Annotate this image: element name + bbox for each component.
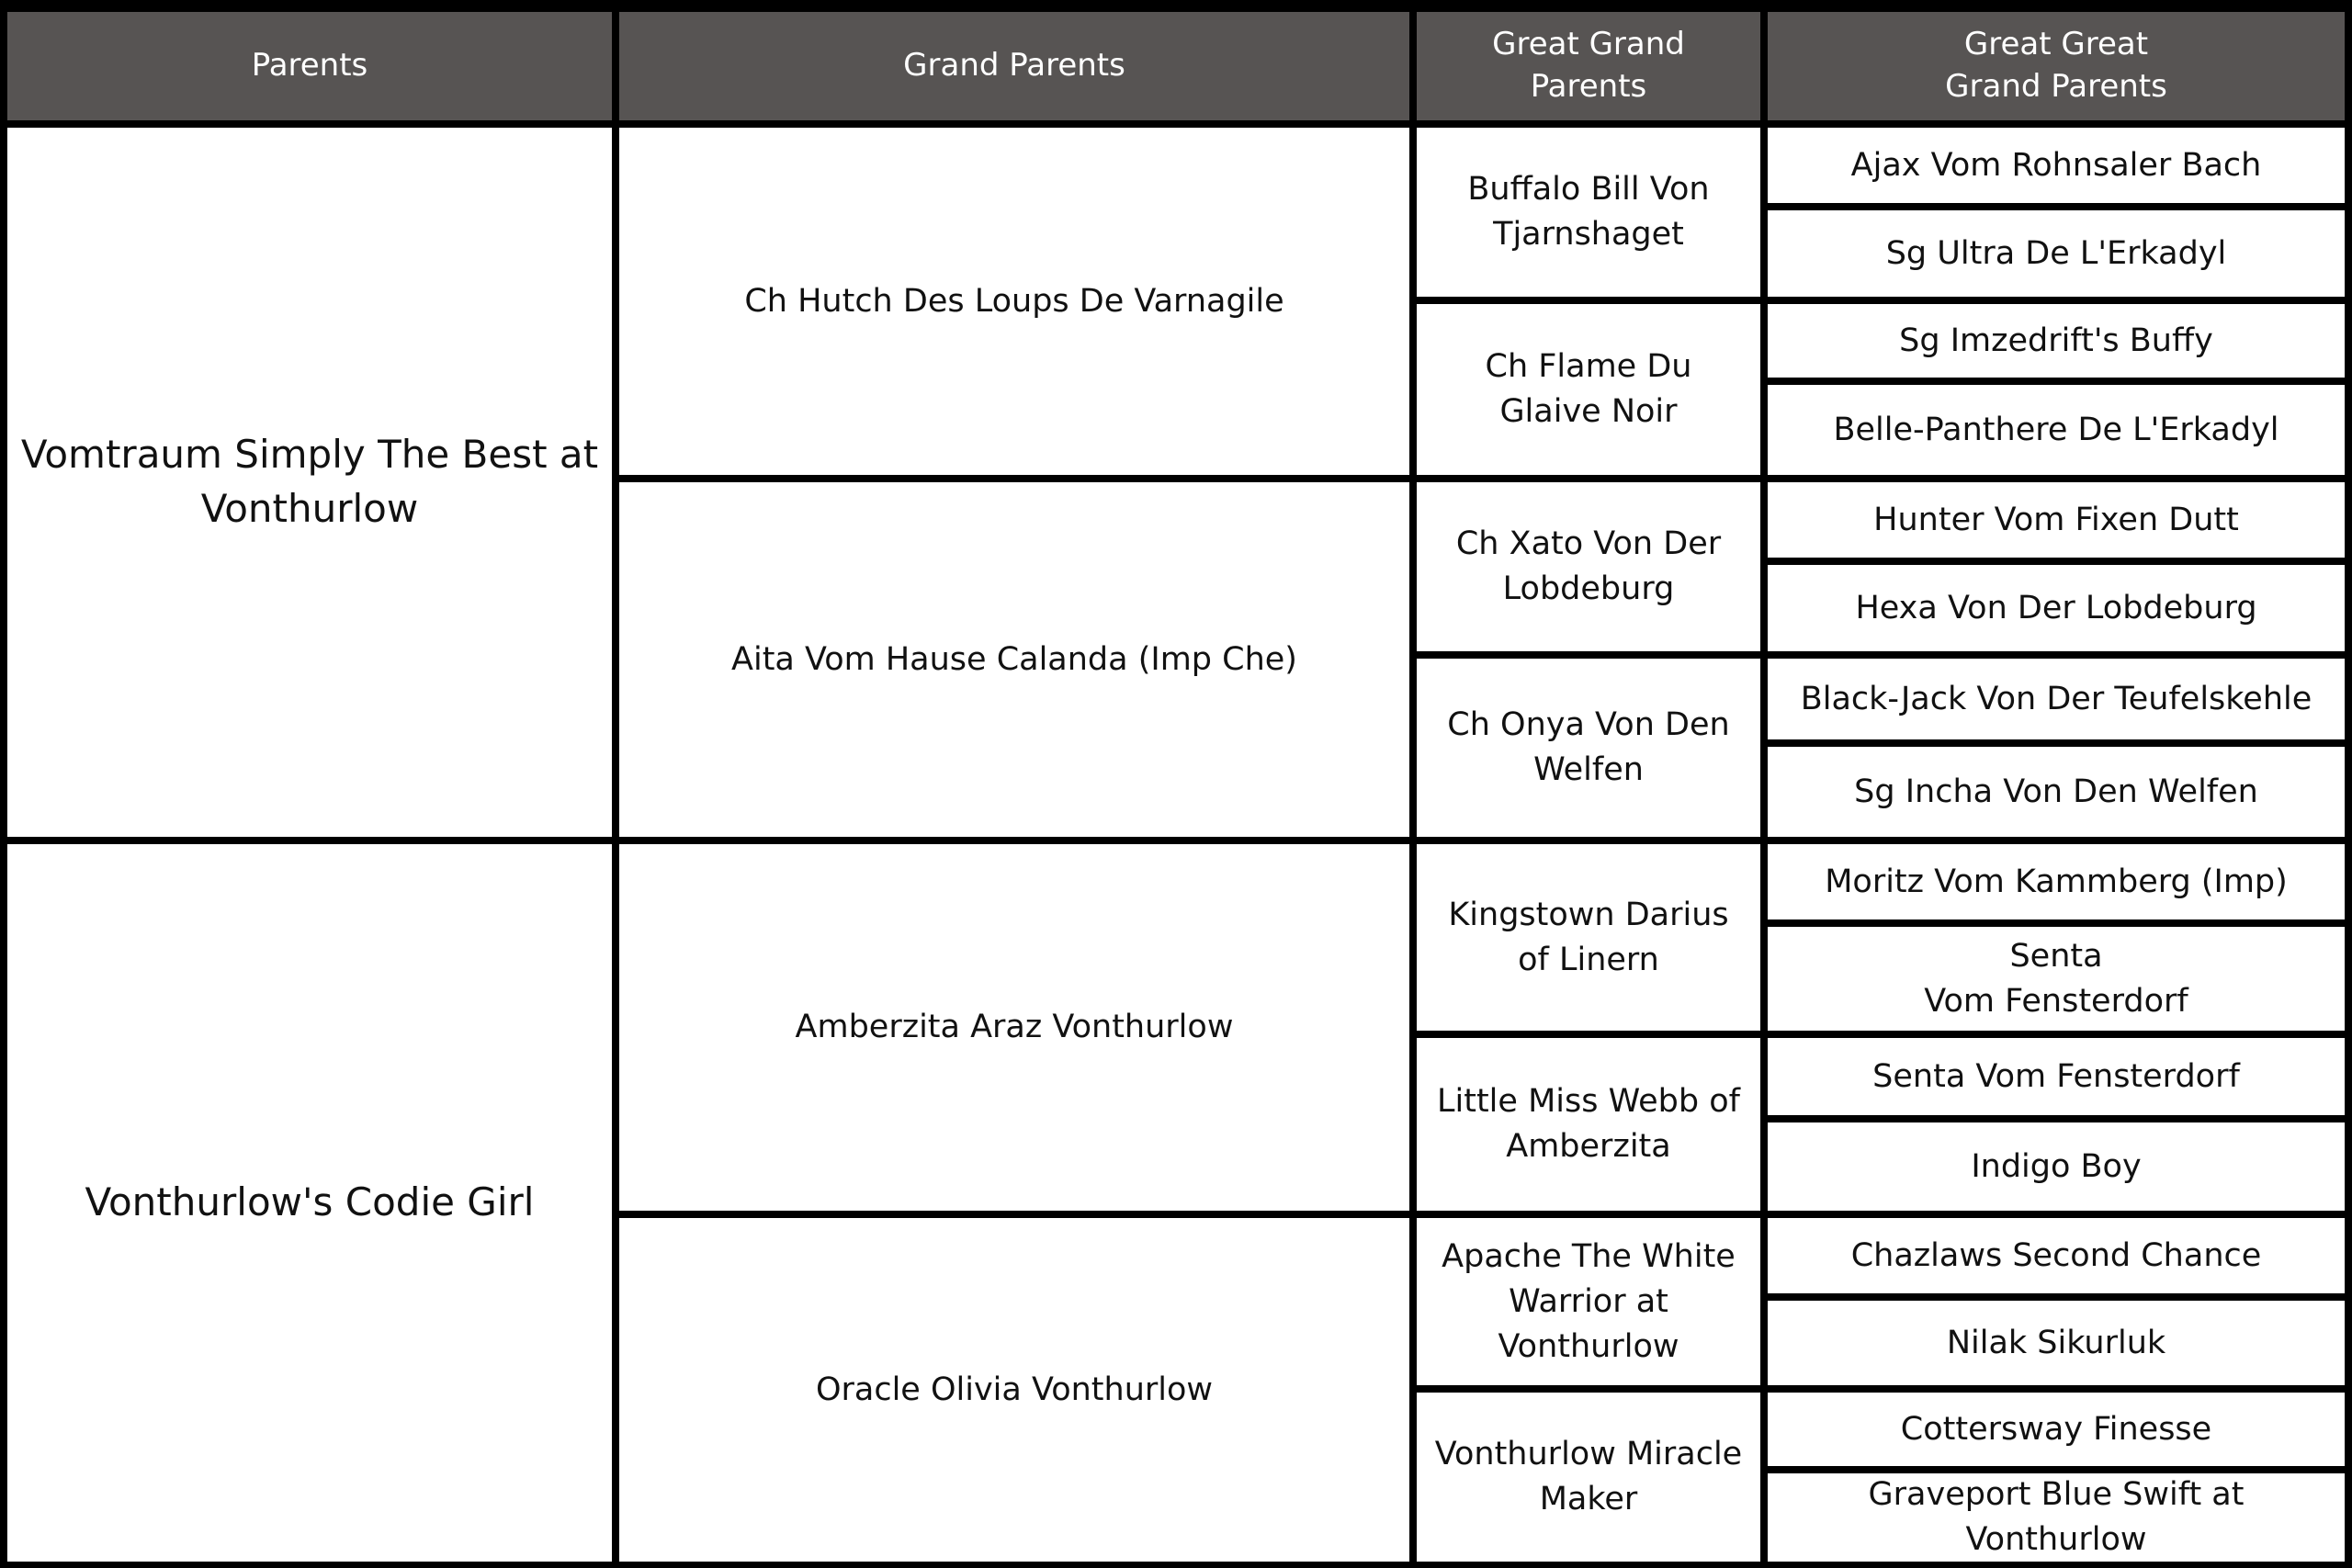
great-great-grand-parent-cell — [1768, 1122, 2345, 1211]
great-grand-parent-cell — [1417, 482, 1760, 651]
great-great-grand-parent-name: Nilak Sikurluk — [1946, 1324, 2166, 1361]
great-great-grand-parent-cell — [1768, 927, 2345, 1031]
great-great-grand-parent-name: Moritz Vom Kammberg (Imp) — [1825, 863, 2288, 900]
grand-parent-name: Oracle Olivia Vonthurlow — [815, 1371, 1214, 1408]
great-great-grand-parent-cell — [1768, 482, 2345, 558]
great-great-grand-parent-cell — [1768, 1301, 2345, 1385]
great-great-grand-parent-name: Chazlaws Second Chance — [1850, 1236, 2262, 1274]
great-grand-parent-cell — [1417, 659, 1760, 837]
grand-parent-name: Amberzita Araz Vonthurlow — [795, 1009, 1234, 1045]
great-great-grand-parent-cell — [1768, 565, 2345, 651]
great-great-grand-parent-name: Ajax Vom Rohnsaler Bach — [1850, 146, 2262, 184]
header-label: Grand Parents — [903, 47, 1125, 85]
great-grand-parent-cell — [1417, 1038, 1760, 1211]
great-grand-parent-name: Little Miss Webb of Amberzita — [1437, 1083, 1740, 1165]
great-great-grand-parent-cell — [1768, 1218, 2345, 1293]
header-grand-parents — [619, 12, 1409, 120]
great-great-grand-parent-name: Hexa Von Der Lobdeburg — [1855, 589, 2257, 626]
great-grand-parent-cell — [1417, 1218, 1760, 1385]
great-great-grand-parent-cell — [1768, 128, 2345, 203]
great-great-grand-parent-cell — [1768, 385, 2345, 475]
grand-parent-cell — [619, 128, 1409, 475]
great-great-grand-parent-cell — [1768, 304, 2345, 378]
great-great-grand-parent-name: Black-Jack Von Der Teufelskehle — [1800, 680, 2312, 717]
grand-parent-name: Aita Vom Hause Calanda (Imp Che) — [731, 640, 1297, 678]
header-label: Great Grand Parents — [1492, 26, 1685, 105]
header-parents — [7, 12, 612, 120]
header-label: Parents — [251, 47, 368, 85]
great-great-grand-parent-cell — [1768, 1038, 2345, 1115]
great-great-grand-parent-name: Hunter Vom Fixen Dutt — [1873, 501, 2239, 538]
great-grand-parent-cell — [1417, 128, 1760, 297]
great-great-grand-parent-name: Sg Incha Von Den Welfen — [1854, 773, 2258, 810]
header-great-great-grand-parents — [1768, 12, 2345, 120]
great-grand-parent-name: Ch Flame Du Glaive Noir — [1485, 348, 1692, 430]
great-great-grand-parent-cell — [1768, 1473, 2345, 1562]
great-great-grand-parent-cell — [1768, 747, 2345, 837]
great-great-grand-parent-cell — [1768, 1393, 2345, 1466]
great-great-grand-parent-name: Senta Vom Fensterdorf — [1924, 937, 2188, 1020]
parent-name: Vomtraum Simply The Best at Vonthurlow — [20, 432, 599, 531]
parent-cell — [7, 844, 612, 1562]
great-great-grand-parent-name: Senta Vom Fensterdorf — [1872, 1057, 2240, 1095]
great-grand-parent-cell — [1417, 304, 1760, 475]
parent-cell — [7, 128, 612, 837]
great-great-grand-parent-name: Graveport Blue Swift at Vonthurlow — [1868, 1476, 2245, 1558]
grand-parent-cell — [619, 482, 1409, 837]
great-grand-parent-name: Apache The White Warrior at Vonthurlow — [1442, 1237, 1736, 1365]
great-great-grand-parent-name: Indigo Boy — [1971, 1147, 2142, 1185]
great-grand-parent-name: Ch Onya Von Den Welfen — [1447, 706, 1730, 788]
great-grand-parent-name: Kingstown Darius of Linern — [1448, 896, 1729, 978]
great-great-grand-parent-name: Sg Ultra De L'Erkadyl — [1885, 234, 2227, 272]
great-grand-parent-cell — [1417, 1393, 1760, 1562]
great-grand-parent-name: Vonthurlow Miracle Maker — [1434, 1436, 1743, 1517]
great-grand-parent-name: Buffalo Bill Von Tjarnshaget — [1467, 171, 1710, 253]
great-great-grand-parent-cell — [1768, 844, 2345, 919]
grand-parent-cell — [619, 844, 1409, 1211]
great-grand-parent-name: Ch Xato Von Der Lobdeburg — [1455, 525, 1722, 607]
grand-parent-cell — [619, 1218, 1409, 1562]
parent-name: Vonthurlow's Codie Girl — [85, 1179, 535, 1225]
great-great-grand-parent-name: Cottersway Finesse — [1900, 1410, 2212, 1448]
great-great-grand-parent-name: Sg Imzedrift's Buffy — [1899, 321, 2213, 359]
grand-parent-name: Ch Hutch Des Loups De Varnagile — [744, 282, 1284, 320]
great-great-grand-parent-cell — [1768, 210, 2345, 297]
great-great-grand-parent-name: Belle-Panthere De L'Erkadyl — [1833, 411, 2279, 448]
great-great-grand-parent-cell — [1768, 659, 2345, 739]
header-label: Great Great Grand Parents — [1945, 26, 2167, 105]
header-great-grand-parents — [1417, 12, 1760, 120]
great-grand-parent-cell — [1417, 844, 1760, 1031]
